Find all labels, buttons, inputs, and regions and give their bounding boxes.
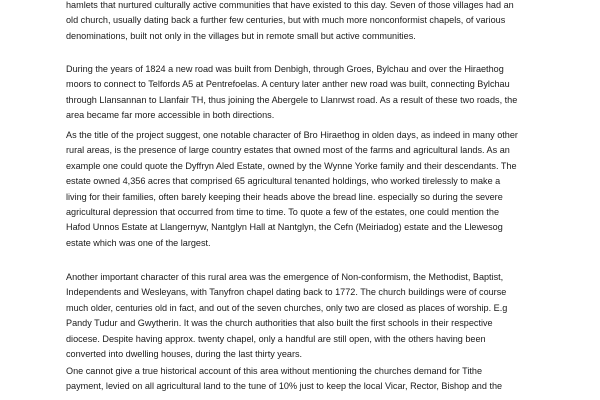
text-line: denominations, built not only in the villages but in remote small but active communities. [66,30,416,41]
text-line: converted into dwelling houses, during the last thirty years. [66,349,303,360]
text-line: hamlets that nurtured culturally active communities that have existed to this day. Seven of those villages had an [66,0,514,10]
text-line: As the title of the project suggest, one notable character of Bro Hiraethog in olden days, as indeed in many other [66,130,518,140]
text-line: moors to connect to Telfords A5 at Pentrefoelas. A century later anther new road was built, connecting Bylchau [66,79,510,90]
text-line: Independents and Wesleyans, with Tanyfron chapel dating back to 1772. The church buildings were of course [66,287,507,298]
text-line: agricultural depression that occurred from time to time. To quote a few of the estates, one could mention the [66,207,500,218]
text-line: During the years of 1824 a new road was built from Denbigh, through Groes, Bylchau and over the Hiraethog [66,64,504,74]
text-line: example one could quote the Dyffryn Aled Estate, owned by the Wynne Yorke family and their descendants. The [66,160,517,171]
text-line: Pandy Tudur and Gwytherin. It was the church authorities that also built the first schools in their respective [66,318,493,329]
text-line: Another important character of this rural area was the emergence of Non-conformism, the Methodist, Baptist, [66,272,504,282]
paragraph-tithe [66,364,546,395]
paragraph-villages [66,0,546,44]
text-line: much older, centuries old in fact, and out of the seven churches, only two are closed as places of worship. E.g [66,302,508,313]
text-line: old church, usually dating back a further few centuries, but with much more nonconformist chapels, of various [66,15,506,26]
text-line: area became far more accessible in both directions. [66,110,275,121]
text-line: estate which was one of the largest. [66,237,211,248]
paragraph-nonconformism [66,270,546,362]
paragraph-roads [66,62,546,124]
paragraph-estates [66,128,546,251]
text-line: payment, levied on all agricultural land to the tune of 10% just to keep the local Vicar, Rector, Bishop and the [66,381,503,392]
text-line: estate owned 4,356 acres that comprised 65 agricultural tenanted holdings, who worked tirelessly to make a [66,176,501,187]
text-line: diocese. Despite having approx. twenty chapel, only a handful are still open, with the others having been [66,333,486,344]
text-line: rural areas, is the presence of large country estates that owned most of the farms and agricultural lands. As an [66,145,510,156]
text-line: through Llansannan to Llanfair TH, thus joining the Abergele to Llanrwst road. As a result of these two roads, the [66,94,518,105]
text-line: One cannot give a true historical account of this area without mentioning the churches demand for Tithe [66,366,483,376]
text-line: Hafod Unnos Estate at Llangernyw, Nantglyn Hall at Nantglyn, the Cefn (Meiriadog) estate and the Llewesog [66,222,503,233]
text-line: living for their families, often barely keeping their heads above the bread line. especially so during the severe [66,191,503,202]
